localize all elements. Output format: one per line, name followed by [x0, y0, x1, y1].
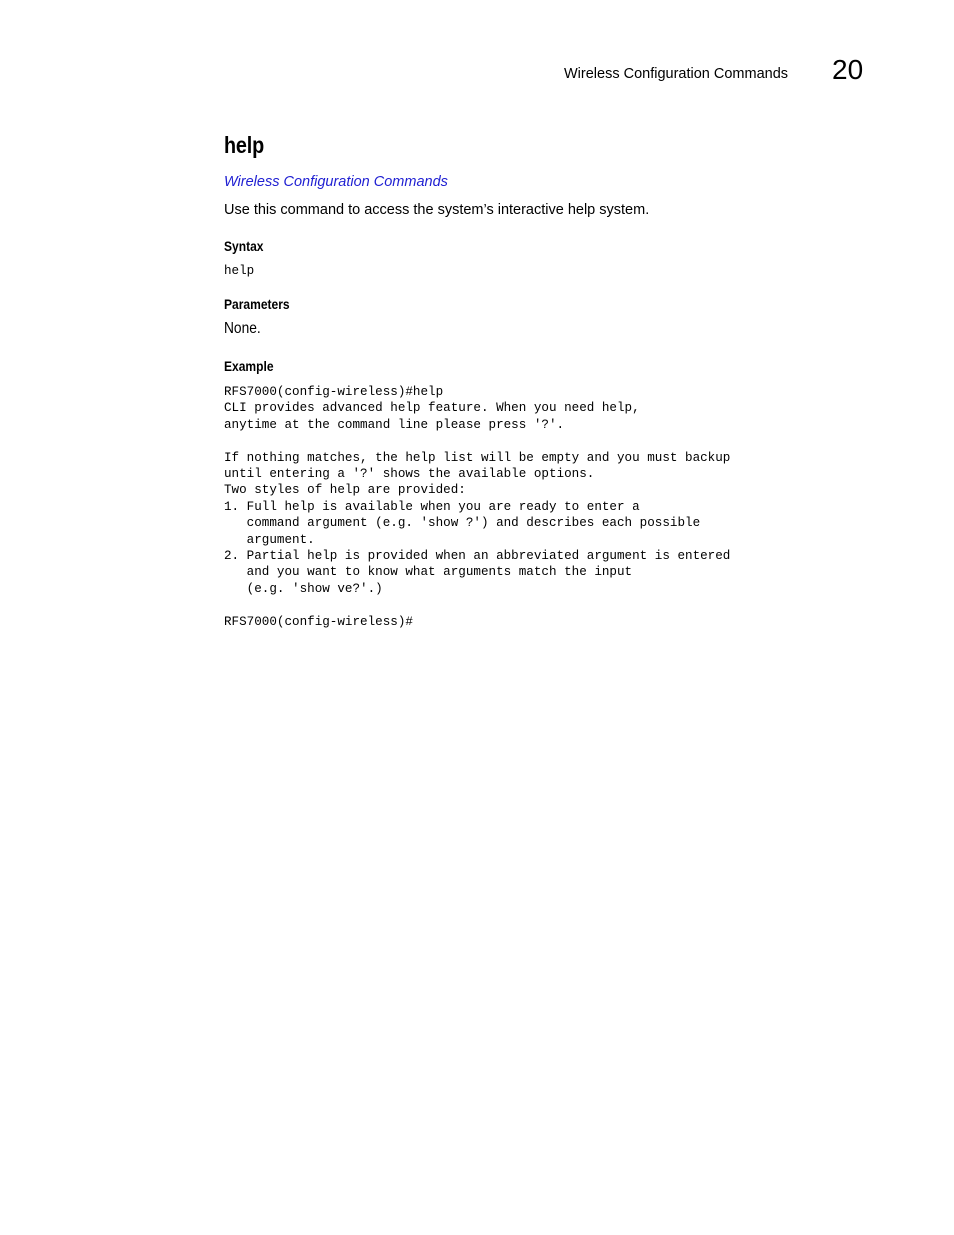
parameters-text: None. — [224, 320, 261, 337]
command-description: Use this command to access the system’s interactive help system. — [224, 202, 650, 218]
example-code: RFS7000(config-wireless)#help CLI provides advanced help feature. When you need help, anytime at the command line please press '?'. If nothing matches, the help list will be empty and you must backup until entering a '?' shows the available options. Two styles of help are provided: 1. Full help is available when you are ready to enter a command argument (e.g. 'show ?') and describes each possible argument. 2. Partial help is provided when an abbreviated argument is entered and you want to know what arguments match the input (e.g. 'show ve?'.) RFS7000(config-wireless)# — [224, 385, 731, 629]
chapter-number: 20 — [832, 54, 864, 85]
section-link-wireless-configuration-commands[interactable]: Wireless Configuration Commands — [224, 174, 448, 190]
running-header-title: Wireless Configuration Commands — [564, 66, 789, 82]
syntax-heading: Syntax — [224, 238, 264, 254]
page-title: help — [224, 132, 264, 158]
parameters-heading: Parameters — [224, 296, 290, 312]
example-heading: Example — [224, 358, 274, 374]
syntax-code: help — [224, 264, 255, 278]
